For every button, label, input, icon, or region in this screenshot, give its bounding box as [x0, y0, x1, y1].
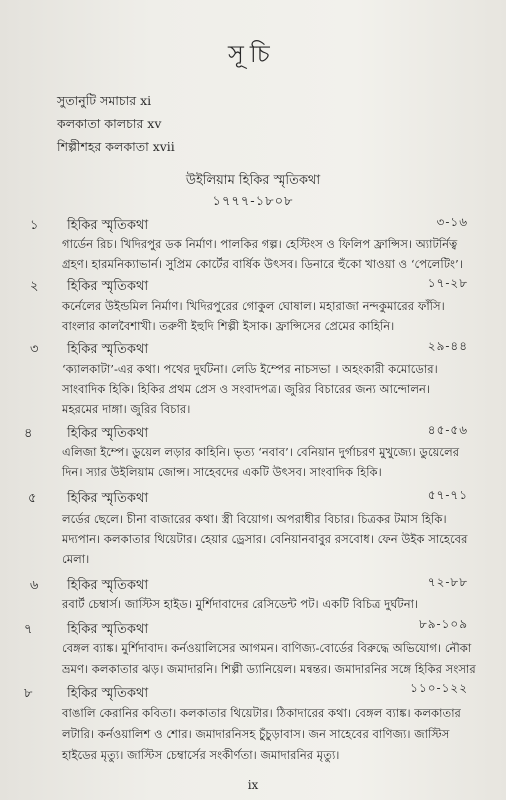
entry-text-line: লর্ডের ছেলে। চীনা বাজারের কথা। স্ত্রী বিয়োগ। অপরাধীর বিচার। চিত্রকর টমাস হিকি। [62, 512, 447, 526]
entry-number: ৭ [24, 622, 33, 637]
entry-text-line: হাইডের মৃত্যু। জাস্টিস চেম্বার্সের সংকীর্ণতা। জমাদারনির মৃত্যু। [62, 748, 340, 762]
entry-pages: ৪৫-৫৬ [427, 423, 468, 437]
entry-title: হিকির স্মৃতিকথা [67, 426, 149, 441]
section-heading: উইলিয়াম হিকির স্মৃতিকথা [185, 173, 321, 188]
entry-title: হিকির স্মৃতিকথা [67, 218, 149, 233]
entry-title: হিকির স্মৃতিকথা [67, 491, 149, 506]
entry-text-line: লটারি। কর্নওয়ালিশ ও শোর। জমাদারনিসহ চুঁচুড়াবাস। জন সাহেবের বাণিজ্য। জাস্টিস [62, 727, 450, 741]
entry-text-line: ‘ক্যালকাটা’-এর কথা। পথের দুর্ঘটনা। লেডি ইম্পের নাচসভা । অহংকারী কমোডোর। [62, 362, 438, 376]
entry-title: হিকির স্মৃতিকথা [67, 686, 149, 701]
entry-pages: ৩-১৬ [436, 215, 468, 229]
entry-number: ৮ [24, 686, 33, 701]
entry-number: ৫ [28, 491, 37, 506]
entry-text-line: কর্নেলের উইন্ডমিল নির্মাণ। খিদিরপুরের গোকুল ঘোষাল। মহারাজা নন্দকুমারের ফাঁসি। [62, 299, 445, 313]
entry-title: হিকির স্মৃতিকথা [67, 622, 149, 637]
entry-number: ২ [30, 279, 39, 294]
intro-item-artist-city: শিল্পীশহর কলকাতা xvii [57, 139, 175, 154]
entry-text-line: এলিজা ইম্পে। ডুয়েল লড়ার কাহিনি। ভৃত্য ‘নবাব’। বেনিয়ান দুর্গাচরণ মুখুজ্যে। ডুয়েলের [62, 445, 460, 459]
entry-text-line: মহরমের দাঙ্গা। জুরির বিচার। [62, 402, 191, 416]
entry-pages: ১১০-১২২ [410, 681, 468, 695]
entry-text-line: সাংবাদিক হিকি। হিকির প্রথম প্রেস ও সংবাদপত্র। জুরির বিচারের জন্য আন্দোলন। [62, 382, 431, 396]
entry-text-line: মেলা। [62, 552, 90, 566]
entry-number: ১ [30, 218, 39, 233]
entry-text-line: বেঙ্গল ব্যাঙ্ক। মুর্শিদাবাদ। কর্নওয়ালিসের আগমন। বাণিজ্য-বোর্ডের বিরুদ্ধে অভিযোগ। নৌকা [62, 641, 472, 655]
entry-text-line: বাংলার কালবৈশাখী। তরুণী ইহুদি শিল্পী ইসাক। ফ্রান্সিসের প্রেমের কাহিনি। [62, 319, 395, 333]
entry-title: হিকির স্মৃতিকথা [67, 578, 149, 593]
section-years: ১৭৭৭-১৮০৮ [212, 194, 294, 209]
entry-pages: ৫৭-৭১ [427, 488, 468, 502]
entry-text-line: দিন। স্যার উইলিয়াম জোন্স। সাহেবদের একটি উৎসব। সাংবাদিক হিকি। [62, 465, 382, 479]
intro-item-sutanuti: সুতানুটি সমাচার xi [57, 93, 152, 108]
entry-title: হিকির স্মৃতিকথা [67, 279, 149, 294]
entry-title: হিকির স্মৃতিকথা [67, 342, 149, 357]
intro-item-kolkata-culture: কলকাতা কালচার xv [57, 116, 162, 131]
entry-text-line: বাঙালি কেরানির কবিতা। কলকাতার থিয়েটার। ঠিকাদারের কথা। বেঙ্গল ব্যাঙ্ক। কলকাতার [62, 706, 461, 720]
entry-pages: ৭২-৮৮ [427, 575, 468, 589]
page-title: সূচি [228, 40, 276, 68]
entry-pages: ১৭-২৮ [427, 276, 468, 290]
page-folio: ix [247, 778, 259, 792]
entry-text-line: মদ্যপান। কলকাতার থিয়েটার। হেয়ার ড্রেসার। বেনিয়ানবাবুর রসবোধ। ফেন উইক সাহেবের [62, 532, 468, 546]
entry-text-line: রবার্ট চেম্বার্স। জাস্টিস হাইড। মুর্শিদাবাদের রেসিডেন্ট পট। একটি বিচিত্র দুর্ঘটনা। [62, 597, 419, 611]
entry-pages: ৮৯-১০৯ [418, 617, 468, 631]
entry-pages: ২৯-৪৪ [427, 339, 468, 353]
entry-number: ৪ [24, 426, 33, 441]
entry-text-line: গার্ডেন রিচ। খিদিরপুর ডক নির্মাণ। পালকির গল্প। হেস্টিংস ও ফিলিপ ফ্রান্সিস। অ্যাটর্নিত্ব [62, 237, 458, 251]
entry-text-line: ভ্রমণ। কলকাতার ঝড়। জমাদারনি। শিল্পী ড্যানিয়েল। মন্বন্তর। জমাদারনির সঙ্গে হিকির সংসার [62, 662, 476, 676]
entry-text-line: গ্রহণ। হারমনিক্যাভার্ন। সুপ্রিম কোর্টের বার্ষিক উৎসব। ডিনারে হুঁকো খাওয়া ও ‘পেলেটিং’। [62, 257, 463, 271]
entry-number: ৬ [30, 578, 39, 593]
entry-number: ৩ [30, 342, 39, 357]
